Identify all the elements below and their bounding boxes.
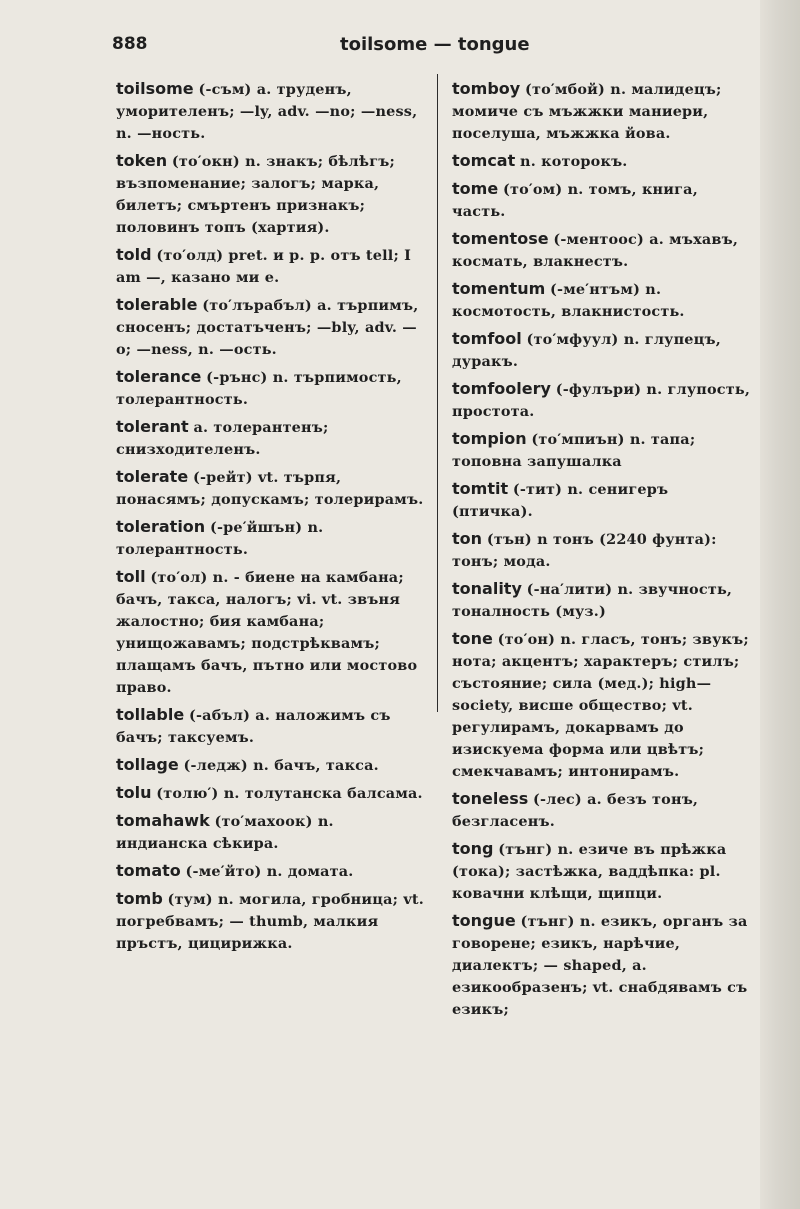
entry-headword: tomb: [116, 889, 163, 908]
entry-headword: toleration: [116, 517, 206, 536]
entry-definition: (тънг) n. езикъ, органъ за говорене; езикъ, нарѣчие, диалектъ; — shaped, a. езикообразенъ; vt. снабдявамъ съ езикъ;: [452, 913, 748, 1018]
entry-definition: a. толерантенъ; снизходителенъ.: [116, 419, 329, 458]
entry-definition: (-съм) a. труденъ, уморителенъ; —ly, adv. —no; —ness, n. —ность.: [116, 81, 418, 142]
running-head: toilsome — tongue: [340, 34, 530, 55]
column-divider: [437, 74, 438, 712]
dictionary-entry: [116, 366, 428, 411]
entry-headword: tongue: [452, 911, 516, 930]
entry-definition: (тум) n. могила, гробница; vt. погребвамъ; — thumb, малкия пръстъ, цицирижка.: [116, 891, 424, 952]
entry-definition: (то′ом) n. томъ, книга, часть.: [452, 181, 698, 220]
entry-headword: tome: [452, 179, 499, 198]
entry-definition: (-фулъри) n. глупость, простота.: [452, 381, 751, 420]
dictionary-entry: [452, 578, 752, 623]
dictionary-entry: [116, 754, 428, 777]
entry-headword: tollage: [116, 755, 179, 774]
entry-headword: tomato: [116, 861, 181, 880]
entry-definition: (-абъл) a. наложимъ съ бачъ; таксуемъ.: [116, 707, 391, 746]
entry-headword: toneless: [452, 789, 529, 808]
entry-headword: tomfool: [452, 329, 522, 348]
entry-headword: tomtit: [452, 479, 509, 498]
dictionary-entry: [452, 378, 752, 423]
entry-headword: tomahawk: [116, 811, 210, 830]
dictionary-entry: [116, 516, 428, 561]
dictionary-entry: [116, 150, 428, 239]
entry-headword: token: [116, 151, 168, 170]
dictionary-entry: [452, 278, 752, 323]
entry-definition: (-ре′йшън) n. толерантность.: [116, 519, 324, 558]
entry-headword: tolu: [116, 783, 152, 802]
entry-headword: ton: [452, 529, 483, 548]
dictionary-entry: [116, 888, 428, 955]
dictionary-entry: [452, 150, 752, 173]
dictionary-entry: [116, 810, 428, 855]
dictionary-entry: [452, 78, 752, 145]
dictionary-entry: [116, 294, 428, 361]
entry-headword: tomboy: [452, 79, 521, 98]
entry-definition: (то′махоок) n. индианска сѣкира.: [116, 813, 334, 852]
entry-headword: toll: [116, 567, 146, 586]
dictionary-entry: [116, 78, 428, 145]
dictionary-entry: [116, 566, 428, 699]
page-edge: [760, 0, 800, 1209]
entry-definition: (то′олд) pret. и p. p. отъ tell; I am —, казано ми е.: [116, 247, 412, 286]
entry-definition: (то′мфуул) n. глупецъ, дуракъ.: [452, 331, 721, 370]
entry-definition: (-ме′нтъм) n. космотость, влакнистость.: [452, 281, 685, 320]
page-header: [112, 34, 752, 62]
entry-headword: tolerable: [116, 295, 198, 314]
entry-definition: (-на′лити) n. звучность, тоналность (муз.): [452, 581, 733, 620]
entry-definition: (-ме′йто) n. домата.: [185, 863, 354, 880]
page-number: 888: [112, 34, 148, 54]
dictionary-entry: [116, 704, 428, 749]
entry-definition: n. которокъ.: [520, 153, 628, 170]
right-column: [452, 78, 752, 1026]
entry-definition: (-ментоос) a. мъхавъ, космать, влакнестъ.: [452, 231, 739, 270]
entry-headword: tollable: [116, 705, 185, 724]
entry-definition: (-тит) n. сенигеръ (птичка).: [452, 481, 669, 520]
dictionary-entry: [452, 788, 752, 833]
entry-definition: (-ледж) n. бачъ, такса.: [183, 757, 379, 774]
dictionary-entry: [452, 628, 752, 783]
entry-headword: tong: [452, 839, 494, 858]
dictionary-entry: [452, 428, 752, 473]
entry-headword: tomfoolery: [452, 379, 551, 398]
dictionary-entry: [452, 910, 752, 1021]
entry-definition: (то′мпиън) n. тапа; топовна запушалка: [452, 431, 696, 470]
entry-headword: tolerate: [116, 467, 189, 486]
dictionary-entry: [452, 528, 752, 573]
entry-definition: (толю′) n. толутанска балсама.: [156, 785, 423, 802]
dictionary-entry: [452, 178, 752, 223]
entry-definition: (то′он) n. гласъ, тонъ; звукъ; нота; акцентъ; характеръ; стилъ; състояние; сила (мед.); high—society, висше общество; vt. регулирамъ, докарвамъ до изискуема форма или цвѣтъ; смекчавамъ; интонирамъ.: [452, 631, 749, 780]
entry-headword: tonality: [452, 579, 522, 598]
left-column: [116, 78, 428, 960]
entry-definition: (то′ол) n. - биене на камбана; бачъ, такса, налогъ; vi. vt. звъня жалостно; бия камбана; унищожавамъ; подстрѣквамъ; плащамъ бачъ, пътно или мостово право.: [116, 569, 418, 696]
entry-definition: (то′окн) n. знакъ; бѣлѣгъ; възпоменание; залогъ; марка, билетъ; смъртенъ признакъ; половинъ топъ (хартия).: [116, 153, 395, 236]
entry-headword: toilsome: [116, 79, 194, 98]
dictionary-entry: [452, 328, 752, 373]
entry-headword: tolerance: [116, 367, 202, 386]
entry-headword: tolerant: [116, 417, 189, 436]
entry-definition: (тънг) n. езиче въ прѣжка (тока); застѣжка, ваддѣпка: pl. ковачни клѣщи, щипци.: [452, 841, 727, 902]
entry-headword: told: [116, 245, 152, 264]
dictionary-entry: [116, 244, 428, 289]
dictionary-entry: [452, 838, 752, 905]
entry-headword: tomentose: [452, 229, 549, 248]
entry-definition: (-рънс) n. търпимость, толерантность.: [116, 369, 402, 408]
entry-headword: tomcat: [452, 151, 516, 170]
entry-headword: tomentum: [452, 279, 546, 298]
dictionary-entry: [116, 860, 428, 883]
entry-definition: (то′лърабъл) a. търпимъ, сносенъ; достатъченъ; —bly, adv. —о; —ness, n. —ость.: [116, 297, 419, 358]
entry-definition: (то′мбой) n. малидецъ; момиче съ мъжжки маниери, поселуша, мъжжка йова.: [452, 81, 722, 142]
entry-headword: tompion: [452, 429, 527, 448]
entry-definition: (-рейт) vt. търпя, понасямъ; допускамъ; толерирамъ.: [116, 469, 424, 508]
dictionary-entry: [116, 466, 428, 511]
entry-definition: (тън) n тонъ (2240 фунта): тонъ; мода.: [452, 531, 717, 570]
entry-definition: (-лес) a. безъ тонъ, безгласенъ.: [452, 791, 699, 830]
dictionary-entry: [452, 478, 752, 523]
entry-headword: tone: [452, 629, 493, 648]
dictionary-entry: [452, 228, 752, 273]
dictionary-entry: [116, 782, 428, 805]
dictionary-entry: [116, 416, 428, 461]
